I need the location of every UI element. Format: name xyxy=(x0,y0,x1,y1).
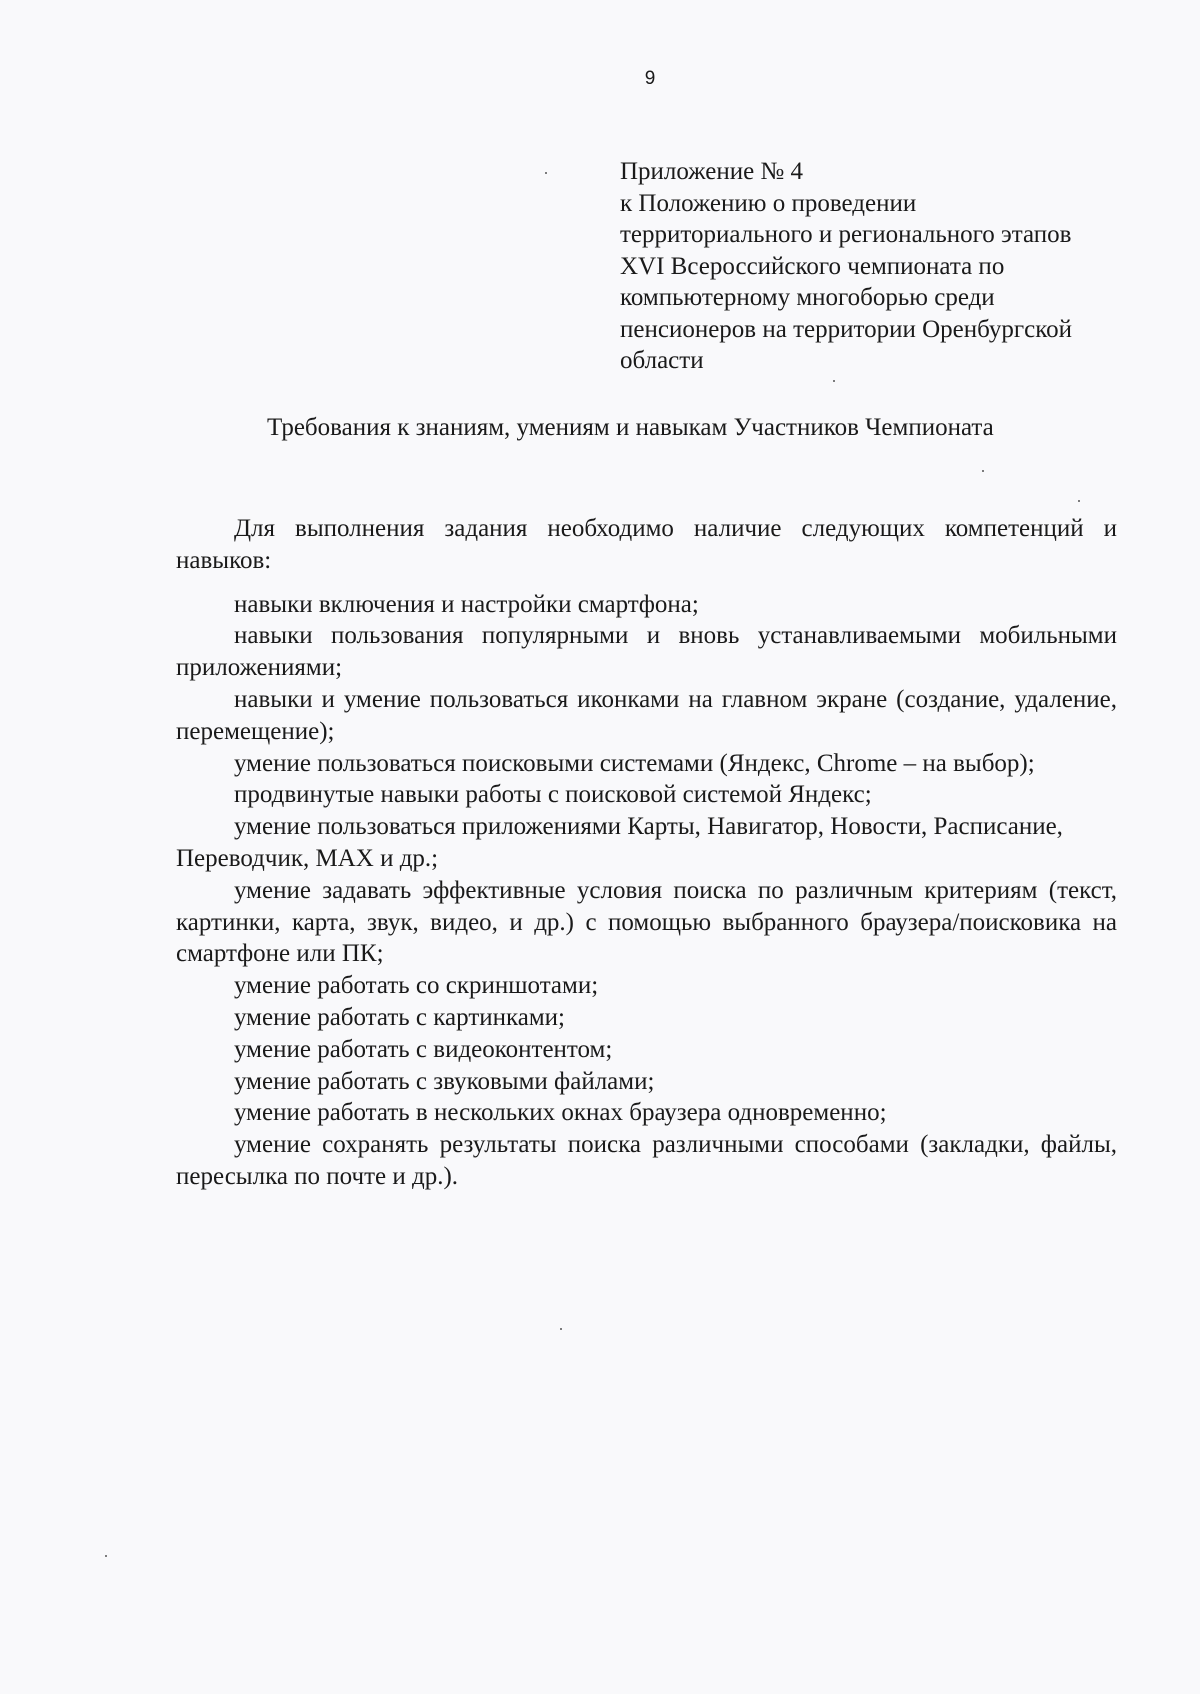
list-item: навыки пользования популярными и вновь устанавливаемыми мобильными приложениями; xyxy=(176,622,1117,682)
scan-speck xyxy=(105,1555,107,1557)
scan-speck xyxy=(1078,500,1080,502)
list-item: умение пользоваться поисковыми системами (Яндекс, Chrome – на выбор); xyxy=(234,749,1035,777)
appendix-line: Приложение № 4 xyxy=(620,158,804,185)
appendix-line: к Положению о проведении xyxy=(620,189,917,217)
list-item: навыки включения и настройки смартфона; xyxy=(234,590,699,618)
list-item: продвинутые навыки работы с поисковой системой Яндекс; xyxy=(234,781,872,809)
scan-speck xyxy=(982,470,984,472)
appendix-line: компьютерному многоборью среди xyxy=(620,284,995,311)
list-item: умение пользоваться приложениями Карты, Навигатор, Новости, Расписание, Переводчик, MAX и др.; xyxy=(176,813,1063,872)
list-item: умение работать с видеоконтентом; xyxy=(234,1035,613,1063)
appendix-line: области xyxy=(620,347,704,374)
document-body xyxy=(176,513,1117,1193)
list-item: навыки и умение пользоваться иконками на главном экране (создание, удаление, перемещение); xyxy=(176,685,1117,745)
scan-speck xyxy=(833,380,835,382)
scan-speck xyxy=(560,1328,562,1330)
list-item: умение работать в нескольких окнах браузера одновременно; xyxy=(234,1099,887,1127)
list-item: умение сохранять результаты поиска различными способами (закладки, файлы, пересылка по почте и др.). xyxy=(176,1131,1117,1190)
scan-speck xyxy=(545,172,547,174)
document-title: Требования к знаниям, умениям и навыкам Участников Чемпионата xyxy=(267,414,994,441)
intro-paragraph: Для выполнения задания необходимо наличие следующих компетенций и навыков: xyxy=(176,515,1117,574)
appendix-line: XVI Всероссийского чемпионата по xyxy=(620,252,1005,280)
page-number: 9 xyxy=(644,68,656,89)
list-item: умение работать со скриншотами; xyxy=(234,972,599,1000)
appendix-line: пенсионеров на территории Оренбургской xyxy=(620,315,1072,343)
appendix-header xyxy=(620,156,1120,377)
list-item: умение работать с картинками; xyxy=(234,1003,566,1031)
appendix-line: территориального и регионального этапов xyxy=(620,221,1072,248)
list-item: умение задавать эффективные условия поиска по различным критериям (текст, картинки, карта, звук, видео, и др.) с помощью выбранного браузера/поисковика на смартфоне или ПК; xyxy=(176,876,1117,968)
list-item: умение работать с звуковыми файлами; xyxy=(234,1067,655,1095)
